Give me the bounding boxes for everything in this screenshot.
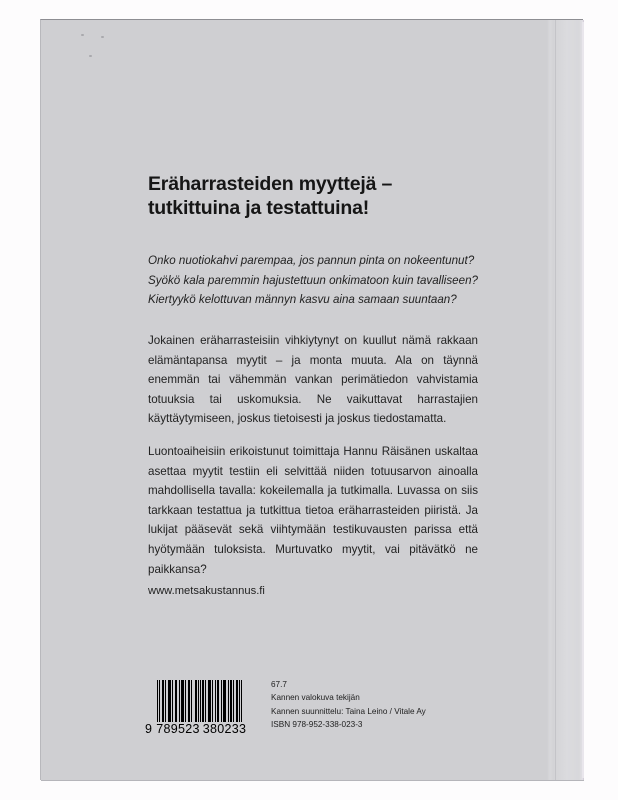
book-blurb-title xyxy=(148,172,478,220)
classification-code: 67.7 xyxy=(271,680,287,689)
barcode-digit-first: 9 xyxy=(145,722,153,736)
photo-credit: Kannen valokuva tekijän xyxy=(271,693,360,703)
cover-scuff xyxy=(89,55,92,57)
title-line: Eräharrasteiden myyttejä – xyxy=(148,173,393,195)
question-line: Onko nuotiokahvi parempaa, jos pannun pinta on nokeentunut? xyxy=(148,254,475,267)
cover-scuff xyxy=(81,34,84,36)
hinge-crease xyxy=(555,20,556,780)
title-line: tutkittuina ja testattuina! xyxy=(148,197,370,219)
design-credit: Kannen suunnittelu: Taina Leino / Vitale Ay xyxy=(271,706,426,716)
cover-hinge xyxy=(547,20,584,780)
publication-info xyxy=(271,678,426,731)
barcode-digits xyxy=(145,722,246,736)
isbn-number: ISBN 978-952-338-023-3 xyxy=(271,719,363,729)
blurb-paragraph: Luontoaiheisiin erikoistunut toimittaja Hannu Räisänen uskaltaa asettaa myytit testiin eli selvittää niiden totuusarvon ainoalla mahdollisella tavalla: kokeilemalla ja tutkimalla. Luvassa on siis tarkkaan testattua ja tutkittua tietoa eräharrasteiden piiristä. Ja lukijat pääsevät sekä viihtymään testikuvausten parissa että hyötymään tuloksista. Murtuvatko myytit, vai pitävätkö ne paikkansa? xyxy=(148,445,478,576)
blurb-questions xyxy=(148,251,478,310)
publisher-url: www.metsakustannus.fi xyxy=(148,585,265,597)
barcode-digits-right: 380233 xyxy=(202,722,247,736)
question-line: Syökö kala paremmin hajustettuun onkimatoon kuin tavalliseen? xyxy=(148,273,478,287)
barcode-bars xyxy=(157,680,253,724)
isbn-barcode xyxy=(145,678,255,740)
book-spine-edge xyxy=(582,22,584,778)
barcode-digits-left: 789523 xyxy=(156,722,200,736)
cover-scuff xyxy=(101,36,104,38)
question-line: Kiertyykö kelottuvan männyn kasvu aina samaan suuntaan? xyxy=(148,293,457,306)
blurb-paragraph: Jokainen eräharrasteisiin vihkiytynyt on kuullut nämä rakkaan elämäntapansa myytit – ja monta muuta. Ala on täynnä enemmän tai vähemmän vankan perimätiedon vahvistamia totuuksia tai uskomuksia. Ne vaikuttavat harrastajien käyttäytymiseen, joskus tietoisesti ja joskus tiedostamatta. xyxy=(148,334,478,426)
